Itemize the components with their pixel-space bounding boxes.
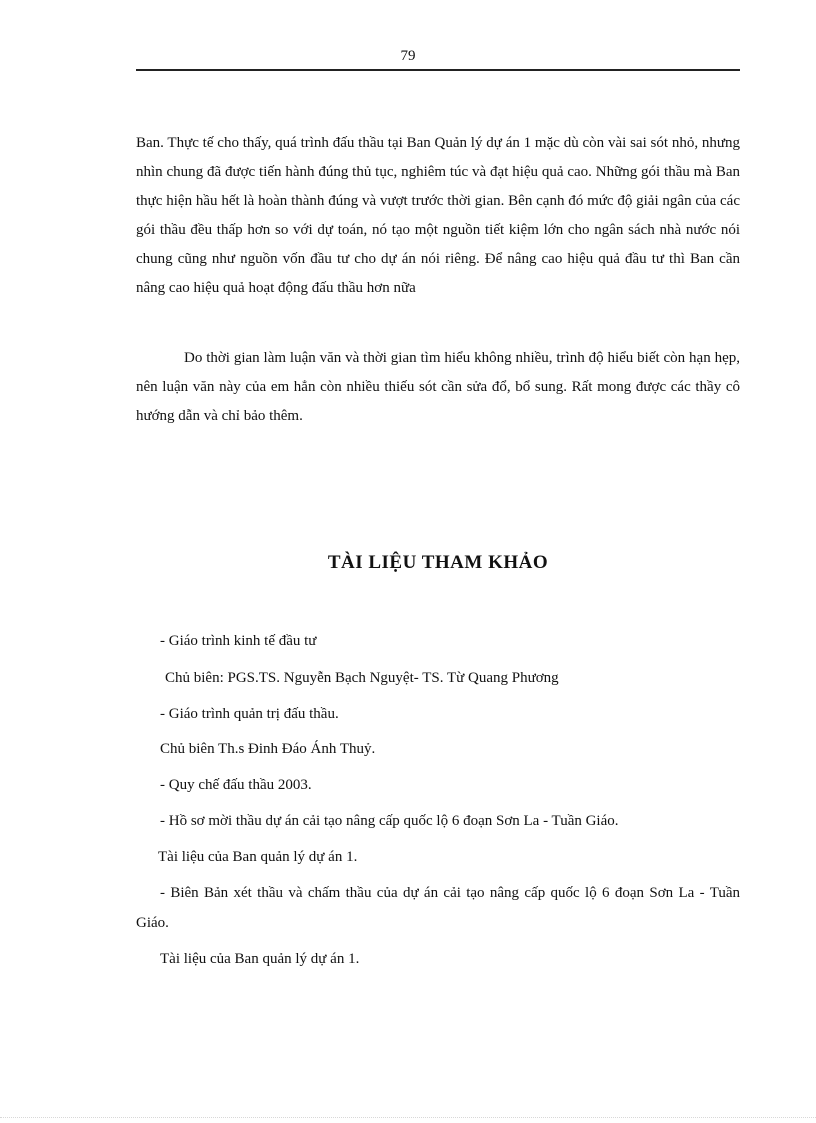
reference-4-source: Tài liệu của Ban quản lý dự án 1. [158,849,358,865]
header-divider [136,69,740,71]
reference-5-source: Tài liệu của Ban quản lý dự án 1. [160,951,360,967]
body-paragraph-2: Do thời gian làm luận văn và thời gian tìm hiểu không nhiều, trình độ hiểu biết còn hạn hẹp, nên luận văn này của em hẳn còn nhiều thiếu sót cần sửa đổ, bổ sung. Rất mong được các thầy cô hướng dẫn và chỉ bảo thêm. [136,350,740,424]
reference-2-author: Chủ biên Th.s Đinh Đáo Ánh Thuỷ. [160,741,376,757]
reference-5-title: - Biên Bản xét thầu và chấm thầu của dự án cải tạo nâng cấp quốc lộ 6 đoạn Sơn La - Tuần Giáo. [136,885,740,931]
references-heading: TÀI LIỆU THAM KHẢO [327,552,549,573]
body-paragraph-1: Ban. Thực tế cho thấy, quá trình đấu thầu tại Ban Quản lý dự án 1 mặc dù còn vài sai sót nhỏ, nhưng nhìn chung đã được tiến hành đúng thủ tục, nghiêm túc và đạt hiệu quả cao. Những gói thầu mà Ban thực hiện hầu hết là hoàn thành đúng và vượt trước thời gian. Bên cạnh đó mức độ giải ngân của các gói thầu đều thấp hơn so với dự toán, nó tạo một nguồn tiết kiệm lớn cho ngân sách nhà nước nói chung cũng như nguồn vốn đầu tư cho dự án nói riêng. Để nâng cao hiệu quả đầu tư thì Ban cần nâng cao hiệu quả hoạt động đấu thầu hơn nữa [136,135,740,296]
reference-2-title: - Giáo trình quản trị đấu thầu. [160,706,339,722]
page-bottom-edge [0,1117,816,1118]
reference-3: - Quy chế đấu thầu 2003. [160,777,312,793]
reference-1-author: Chủ biên: PGS.TS. Nguyễn Bạch Nguyệt- TS. Từ Quang Phương [165,670,559,686]
page-number: 79 [400,48,416,64]
reference-1-title: - Giáo trình kinh tế đầu tư [160,633,317,649]
reference-4-title: - Hồ sơ mời thầu dự án cải tạo nâng cấp quốc lộ 6 đoạn Sơn La - Tuần Giáo. [160,813,619,829]
